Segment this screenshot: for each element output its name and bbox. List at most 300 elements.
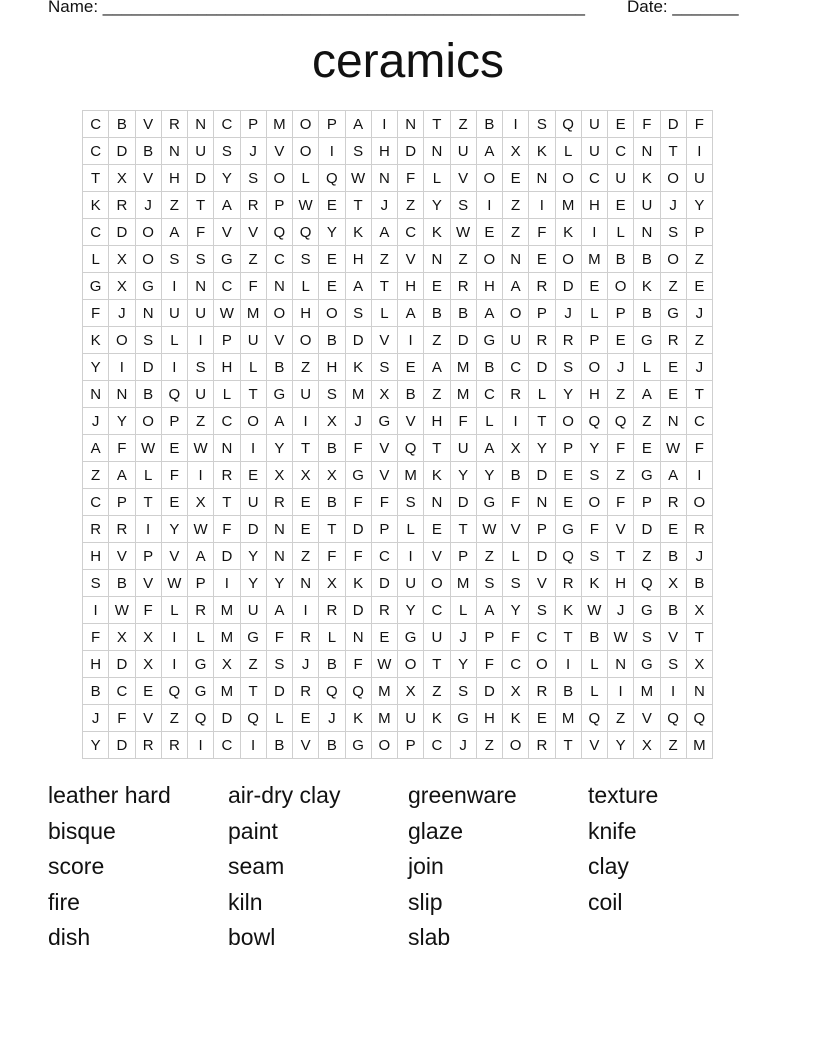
grid-cell[interactable]: Q [161, 678, 187, 705]
grid-cell[interactable]: I [555, 651, 581, 678]
grid-cell[interactable]: S [345, 138, 371, 165]
grid-cell[interactable]: F [503, 489, 529, 516]
grid-cell[interactable]: I [686, 462, 712, 489]
grid-cell[interactable]: G [660, 300, 686, 327]
grid-cell[interactable]: O [476, 165, 502, 192]
grid-cell[interactable]: L [161, 327, 187, 354]
grid-cell[interactable]: V [240, 219, 266, 246]
grid-cell[interactable]: W [293, 192, 319, 219]
grid-cell[interactable]: Z [398, 192, 424, 219]
grid-cell[interactable]: A [398, 300, 424, 327]
grid-cell[interactable]: Q [161, 381, 187, 408]
grid-cell[interactable]: O [581, 489, 607, 516]
grid-cell[interactable]: L [319, 624, 345, 651]
grid-cell[interactable]: I [371, 111, 397, 138]
grid-cell[interactable]: B [135, 138, 161, 165]
grid-cell[interactable]: Q [634, 570, 660, 597]
grid-cell[interactable]: L [371, 300, 397, 327]
grid-cell[interactable]: L [240, 354, 266, 381]
grid-cell[interactable]: L [83, 246, 109, 273]
grid-cell[interactable]: G [398, 624, 424, 651]
grid-cell[interactable]: I [214, 570, 240, 597]
grid-cell[interactable]: Y [240, 543, 266, 570]
grid-cell[interactable]: Z [161, 705, 187, 732]
grid-cell[interactable]: W [608, 624, 634, 651]
grid-cell[interactable]: M [634, 678, 660, 705]
grid-cell[interactable]: H [319, 354, 345, 381]
grid-cell[interactable]: B [686, 570, 712, 597]
grid-cell[interactable]: J [371, 192, 397, 219]
grid-cell[interactable]: V [398, 408, 424, 435]
grid-cell[interactable]: E [529, 246, 555, 273]
grid-cell[interactable]: P [135, 543, 161, 570]
grid-cell[interactable]: S [161, 246, 187, 273]
grid-cell[interactable]: T [240, 678, 266, 705]
grid-cell[interactable]: F [345, 435, 371, 462]
grid-cell[interactable]: Q [345, 678, 371, 705]
grid-cell[interactable]: I [319, 138, 345, 165]
grid-cell[interactable]: Z [240, 651, 266, 678]
grid-cell[interactable]: P [319, 111, 345, 138]
grid-cell[interactable]: M [214, 597, 240, 624]
grid-cell[interactable]: P [371, 516, 397, 543]
grid-cell[interactable]: B [319, 732, 345, 759]
grid-cell[interactable]: T [686, 624, 712, 651]
grid-cell[interactable]: G [371, 408, 397, 435]
grid-cell[interactable]: L [161, 597, 187, 624]
grid-cell[interactable]: H [293, 300, 319, 327]
grid-cell[interactable]: A [83, 435, 109, 462]
grid-cell[interactable]: Q [398, 435, 424, 462]
grid-cell[interactable]: I [293, 408, 319, 435]
grid-cell[interactable]: X [503, 678, 529, 705]
grid-cell[interactable]: Y [266, 570, 292, 597]
grid-cell[interactable]: Y [214, 165, 240, 192]
grid-cell[interactable]: E [660, 381, 686, 408]
grid-cell[interactable]: N [345, 624, 371, 651]
grid-cell[interactable]: Y [424, 192, 450, 219]
grid-cell[interactable]: A [345, 273, 371, 300]
grid-cell[interactable]: K [424, 462, 450, 489]
grid-cell[interactable]: S [319, 381, 345, 408]
grid-cell[interactable]: O [135, 408, 161, 435]
grid-cell[interactable]: D [109, 651, 135, 678]
grid-cell[interactable]: L [293, 165, 319, 192]
grid-cell[interactable]: T [188, 192, 214, 219]
grid-cell[interactable]: I [188, 732, 214, 759]
grid-cell[interactable]: H [214, 354, 240, 381]
grid-cell[interactable]: F [83, 300, 109, 327]
grid-cell[interactable]: L [293, 273, 319, 300]
grid-cell[interactable]: P [161, 408, 187, 435]
grid-cell[interactable]: Z [634, 408, 660, 435]
grid-cell[interactable]: Q [188, 705, 214, 732]
grid-cell[interactable]: P [240, 111, 266, 138]
grid-cell[interactable]: R [371, 597, 397, 624]
grid-cell[interactable]: I [240, 435, 266, 462]
grid-cell[interactable]: T [424, 435, 450, 462]
grid-cell[interactable]: K [555, 597, 581, 624]
grid-cell[interactable]: B [266, 354, 292, 381]
grid-cell[interactable]: W [371, 651, 397, 678]
grid-cell[interactable]: R [293, 678, 319, 705]
grid-cell[interactable]: P [109, 489, 135, 516]
grid-cell[interactable]: D [214, 705, 240, 732]
grid-cell[interactable]: T [240, 381, 266, 408]
grid-cell[interactable]: C [214, 111, 240, 138]
grid-cell[interactable]: W [161, 570, 187, 597]
grid-cell[interactable]: F [581, 516, 607, 543]
grid-cell[interactable]: T [555, 732, 581, 759]
grid-cell[interactable]: B [660, 543, 686, 570]
grid-cell[interactable]: H [581, 192, 607, 219]
grid-cell[interactable]: M [398, 462, 424, 489]
grid-cell[interactable]: O [660, 246, 686, 273]
grid-cell[interactable]: X [109, 273, 135, 300]
grid-cell[interactable]: Z [293, 354, 319, 381]
grid-cell[interactable]: G [188, 678, 214, 705]
grid-cell[interactable]: G [240, 624, 266, 651]
grid-cell[interactable]: W [476, 516, 502, 543]
grid-cell[interactable]: J [293, 651, 319, 678]
grid-cell[interactable]: F [266, 624, 292, 651]
grid-cell[interactable]: J [450, 732, 476, 759]
grid-cell[interactable]: C [83, 138, 109, 165]
grid-cell[interactable]: M [371, 705, 397, 732]
grid-cell[interactable]: I [503, 408, 529, 435]
grid-cell[interactable]: I [476, 192, 502, 219]
grid-cell[interactable]: P [476, 624, 502, 651]
grid-cell[interactable]: R [188, 597, 214, 624]
grid-cell[interactable]: A [476, 597, 502, 624]
grid-cell[interactable]: C [529, 624, 555, 651]
grid-cell[interactable]: Y [581, 435, 607, 462]
grid-cell[interactable]: O [266, 300, 292, 327]
grid-cell[interactable]: L [581, 678, 607, 705]
grid-cell[interactable]: A [503, 273, 529, 300]
grid-cell[interactable]: R [293, 624, 319, 651]
grid-cell[interactable]: U [240, 597, 266, 624]
grid-cell[interactable]: D [345, 597, 371, 624]
grid-cell[interactable]: F [214, 516, 240, 543]
grid-cell[interactable]: L [503, 543, 529, 570]
grid-cell[interactable]: X [686, 651, 712, 678]
grid-cell[interactable]: N [266, 543, 292, 570]
grid-cell[interactable]: V [109, 543, 135, 570]
grid-cell[interactable]: R [450, 273, 476, 300]
grid-cell[interactable]: B [424, 300, 450, 327]
grid-cell[interactable]: C [581, 165, 607, 192]
grid-cell[interactable]: N [188, 111, 214, 138]
grid-cell[interactable]: V [581, 732, 607, 759]
grid-cell[interactable]: I [686, 138, 712, 165]
grid-cell[interactable]: D [660, 111, 686, 138]
grid-cell[interactable]: Y [450, 462, 476, 489]
grid-cell[interactable]: Z [608, 381, 634, 408]
grid-cell[interactable]: E [371, 624, 397, 651]
grid-cell[interactable]: S [83, 570, 109, 597]
grid-cell[interactable]: N [161, 138, 187, 165]
grid-cell[interactable]: S [555, 354, 581, 381]
grid-cell[interactable]: G [450, 705, 476, 732]
grid-cell[interactable]: B [319, 651, 345, 678]
grid-cell[interactable]: J [83, 408, 109, 435]
grid-cell[interactable]: R [109, 516, 135, 543]
grid-cell[interactable]: T [371, 273, 397, 300]
grid-cell[interactable]: B [660, 597, 686, 624]
grid-cell[interactable]: U [188, 381, 214, 408]
grid-cell[interactable]: E [476, 219, 502, 246]
grid-cell[interactable]: A [424, 354, 450, 381]
grid-cell[interactable]: I [608, 678, 634, 705]
grid-cell[interactable]: W [135, 435, 161, 462]
grid-cell[interactable]: A [266, 408, 292, 435]
grid-cell[interactable]: X [634, 732, 660, 759]
grid-cell[interactable]: A [109, 462, 135, 489]
grid-cell[interactable]: B [266, 732, 292, 759]
grid-cell[interactable]: E [319, 273, 345, 300]
grid-cell[interactable]: X [686, 597, 712, 624]
grid-cell[interactable]: R [161, 732, 187, 759]
grid-cell[interactable]: C [109, 678, 135, 705]
grid-cell[interactable]: C [608, 138, 634, 165]
grid-cell[interactable]: C [266, 246, 292, 273]
grid-cell[interactable]: W [345, 165, 371, 192]
date-field[interactable]: Date: _______ [627, 0, 739, 16]
grid-cell[interactable]: C [476, 381, 502, 408]
grid-cell[interactable]: X [188, 489, 214, 516]
grid-cell[interactable]: Y [686, 192, 712, 219]
grid-cell[interactable]: T [319, 516, 345, 543]
grid-cell[interactable]: Z [450, 246, 476, 273]
grid-cell[interactable]: P [581, 327, 607, 354]
grid-cell[interactable]: G [476, 489, 502, 516]
grid-cell[interactable]: I [188, 327, 214, 354]
grid-cell[interactable]: O [293, 138, 319, 165]
grid-cell[interactable]: H [161, 165, 187, 192]
grid-cell[interactable]: R [319, 597, 345, 624]
grid-cell[interactable]: M [581, 246, 607, 273]
grid-cell[interactable]: P [398, 732, 424, 759]
grid-cell[interactable]: U [450, 138, 476, 165]
grid-cell[interactable]: G [634, 462, 660, 489]
grid-cell[interactable]: K [345, 570, 371, 597]
grid-cell[interactable]: G [634, 651, 660, 678]
grid-cell[interactable]: N [424, 246, 450, 273]
grid-cell[interactable]: X [503, 435, 529, 462]
grid-cell[interactable]: J [660, 192, 686, 219]
grid-cell[interactable]: U [424, 624, 450, 651]
grid-cell[interactable]: J [608, 354, 634, 381]
grid-cell[interactable]: O [109, 327, 135, 354]
grid-cell[interactable]: R [660, 489, 686, 516]
grid-cell[interactable]: Z [161, 192, 187, 219]
grid-cell[interactable]: E [240, 462, 266, 489]
grid-cell[interactable]: T [529, 408, 555, 435]
grid-cell[interactable]: V [161, 543, 187, 570]
grid-cell[interactable]: X [109, 165, 135, 192]
grid-cell[interactable]: N [135, 300, 161, 327]
grid-cell[interactable]: F [345, 489, 371, 516]
grid-cell[interactable]: F [345, 543, 371, 570]
grid-cell[interactable]: Y [503, 597, 529, 624]
grid-cell[interactable]: J [608, 597, 634, 624]
grid-cell[interactable]: F [135, 597, 161, 624]
grid-cell[interactable]: K [503, 705, 529, 732]
grid-cell[interactable]: L [266, 705, 292, 732]
grid-cell[interactable]: S [529, 597, 555, 624]
grid-cell[interactable]: F [529, 219, 555, 246]
grid-cell[interactable]: O [555, 246, 581, 273]
grid-cell[interactable]: T [450, 516, 476, 543]
grid-cell[interactable]: B [450, 300, 476, 327]
grid-cell[interactable]: X [660, 570, 686, 597]
grid-cell[interactable]: M [266, 111, 292, 138]
grid-cell[interactable]: I [503, 111, 529, 138]
grid-cell[interactable]: Z [476, 543, 502, 570]
grid-cell[interactable]: H [608, 570, 634, 597]
grid-cell[interactable]: X [135, 624, 161, 651]
grid-cell[interactable]: P [634, 489, 660, 516]
grid-cell[interactable]: E [135, 678, 161, 705]
grid-cell[interactable]: Q [293, 219, 319, 246]
grid-cell[interactable]: N [109, 381, 135, 408]
grid-cell[interactable]: V [266, 327, 292, 354]
grid-cell[interactable]: D [345, 327, 371, 354]
grid-cell[interactable]: A [476, 138, 502, 165]
grid-cell[interactable]: U [240, 489, 266, 516]
grid-cell[interactable]: R [214, 462, 240, 489]
grid-cell[interactable]: Z [660, 273, 686, 300]
grid-cell[interactable]: Q [608, 408, 634, 435]
grid-cell[interactable]: P [529, 300, 555, 327]
grid-cell[interactable]: O [555, 408, 581, 435]
grid-cell[interactable]: E [608, 111, 634, 138]
grid-cell[interactable]: G [345, 462, 371, 489]
grid-cell[interactable]: R [161, 111, 187, 138]
grid-cell[interactable]: N [529, 165, 555, 192]
grid-cell[interactable]: B [135, 381, 161, 408]
grid-cell[interactable]: D [529, 543, 555, 570]
grid-cell[interactable]: N [634, 219, 660, 246]
grid-cell[interactable]: S [529, 111, 555, 138]
grid-cell[interactable]: X [319, 462, 345, 489]
grid-cell[interactable]: Z [686, 246, 712, 273]
grid-cell[interactable]: X [398, 678, 424, 705]
grid-cell[interactable]: F [109, 435, 135, 462]
grid-cell[interactable]: U [503, 327, 529, 354]
grid-cell[interactable]: K [83, 327, 109, 354]
grid-cell[interactable]: K [529, 138, 555, 165]
grid-cell[interactable]: O [581, 354, 607, 381]
grid-cell[interactable]: K [345, 219, 371, 246]
grid-cell[interactable]: L [135, 462, 161, 489]
grid-cell[interactable]: B [476, 354, 502, 381]
grid-cell[interactable]: U [398, 570, 424, 597]
grid-cell[interactable]: G [266, 381, 292, 408]
grid-cell[interactable]: R [529, 273, 555, 300]
grid-cell[interactable]: B [398, 381, 424, 408]
grid-cell[interactable]: N [214, 435, 240, 462]
grid-cell[interactable]: Z [608, 462, 634, 489]
grid-cell[interactable]: D [109, 138, 135, 165]
grid-cell[interactable]: E [424, 273, 450, 300]
grid-cell[interactable]: J [319, 705, 345, 732]
grid-cell[interactable]: D [529, 462, 555, 489]
grid-cell[interactable]: J [83, 705, 109, 732]
grid-cell[interactable]: N [608, 651, 634, 678]
grid-cell[interactable]: E [161, 435, 187, 462]
grid-cell[interactable]: M [450, 381, 476, 408]
grid-cell[interactable]: X [135, 651, 161, 678]
grid-cell[interactable]: A [660, 462, 686, 489]
grid-cell[interactable]: R [135, 732, 161, 759]
grid-cell[interactable]: K [424, 219, 450, 246]
grid-cell[interactable]: E [634, 435, 660, 462]
grid-cell[interactable]: L [581, 651, 607, 678]
grid-cell[interactable]: C [424, 732, 450, 759]
grid-cell[interactable]: E [161, 489, 187, 516]
grid-cell[interactable]: J [135, 192, 161, 219]
grid-cell[interactable]: O [686, 489, 712, 516]
grid-cell[interactable]: M [240, 300, 266, 327]
grid-cell[interactable]: N [266, 273, 292, 300]
grid-cell[interactable]: C [214, 273, 240, 300]
grid-cell[interactable]: B [608, 246, 634, 273]
grid-cell[interactable]: X [319, 408, 345, 435]
grid-cell[interactable]: D [634, 516, 660, 543]
grid-cell[interactable]: B [555, 678, 581, 705]
grid-cell[interactable]: B [634, 246, 660, 273]
grid-cell[interactable]: S [135, 327, 161, 354]
grid-cell[interactable]: C [83, 489, 109, 516]
grid-cell[interactable]: T [660, 138, 686, 165]
grid-cell[interactable]: S [398, 489, 424, 516]
grid-cell[interactable]: N [424, 138, 450, 165]
grid-cell[interactable]: S [266, 651, 292, 678]
grid-cell[interactable]: C [503, 651, 529, 678]
grid-cell[interactable]: U [450, 435, 476, 462]
grid-cell[interactable]: K [634, 165, 660, 192]
grid-cell[interactable]: G [345, 732, 371, 759]
grid-cell[interactable]: E [398, 354, 424, 381]
grid-cell[interactable]: D [266, 678, 292, 705]
grid-cell[interactable]: F [161, 462, 187, 489]
grid-cell[interactable]: Q [555, 111, 581, 138]
grid-cell[interactable]: T [555, 624, 581, 651]
grid-cell[interactable]: S [581, 462, 607, 489]
grid-cell[interactable]: O [319, 300, 345, 327]
grid-cell[interactable]: Y [608, 732, 634, 759]
grid-cell[interactable]: V [293, 732, 319, 759]
grid-cell[interactable]: S [660, 219, 686, 246]
grid-cell[interactable]: Z [188, 408, 214, 435]
grid-cell[interactable]: P [450, 543, 476, 570]
grid-cell[interactable]: V [371, 435, 397, 462]
grid-cell[interactable]: N [503, 246, 529, 273]
grid-cell[interactable]: O [476, 246, 502, 273]
grid-cell[interactable]: H [476, 273, 502, 300]
grid-cell[interactable]: A [188, 543, 214, 570]
grid-cell[interactable]: H [345, 246, 371, 273]
grid-cell[interactable]: I [161, 273, 187, 300]
grid-cell[interactable]: M [214, 624, 240, 651]
grid-cell[interactable]: P [214, 327, 240, 354]
grid-cell[interactable]: D [450, 327, 476, 354]
grid-cell[interactable]: L [476, 408, 502, 435]
grid-cell[interactable]: Z [503, 219, 529, 246]
grid-cell[interactable]: B [319, 327, 345, 354]
